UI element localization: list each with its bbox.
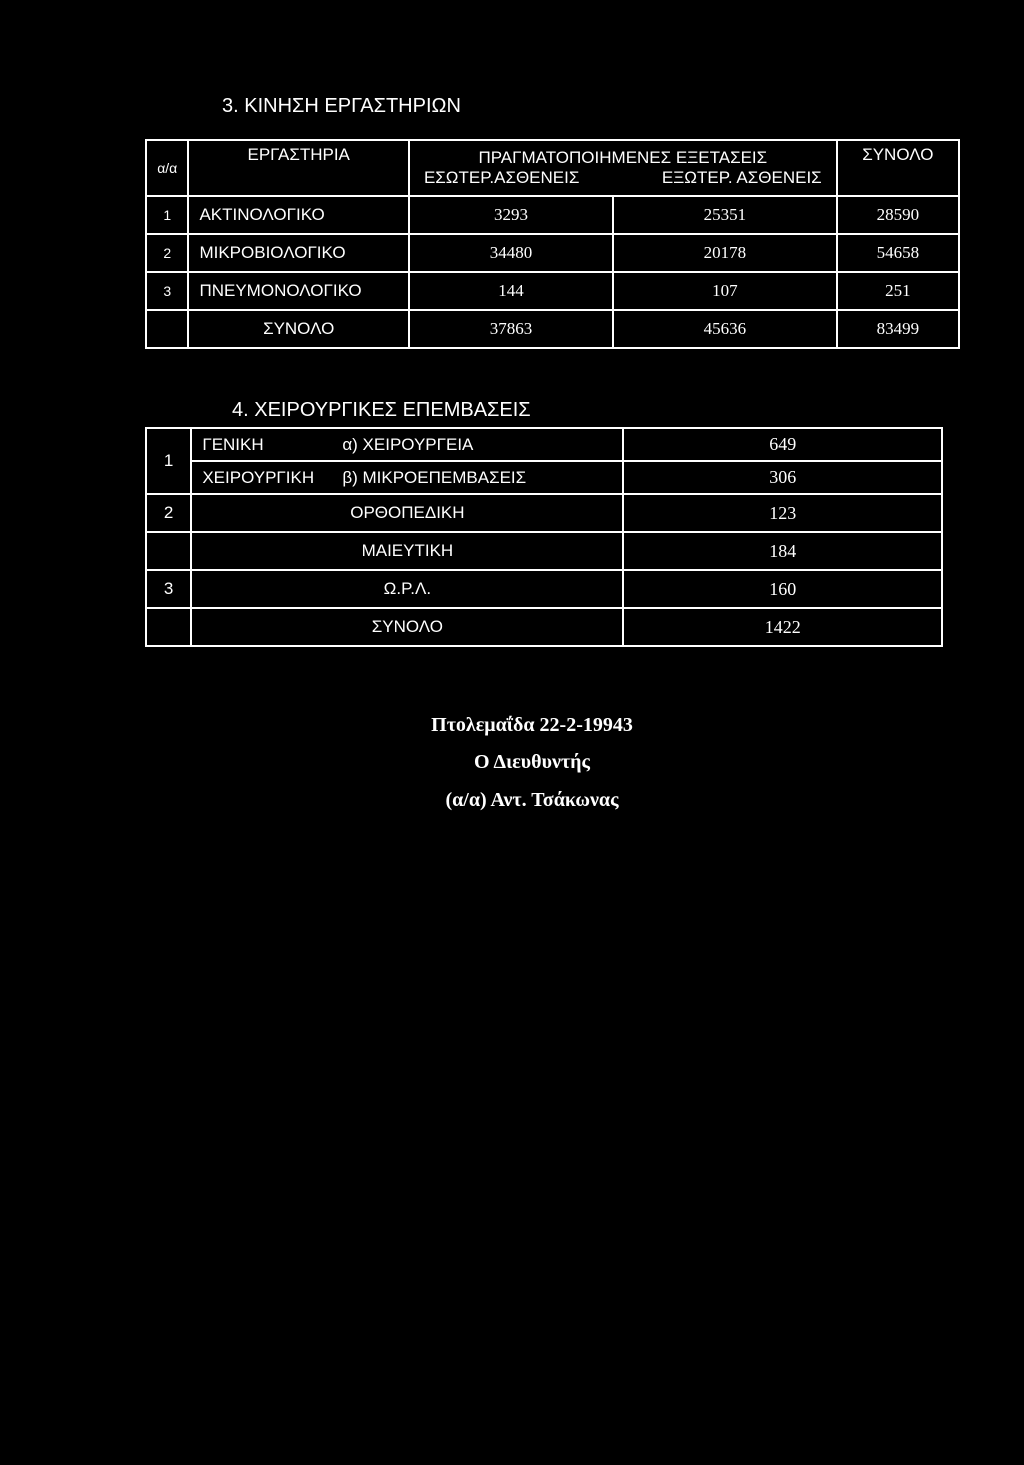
outpatients-value: 107 [613, 272, 837, 310]
header-patient-split [410, 168, 836, 188]
totals-number-cell [146, 608, 191, 646]
table-row [146, 494, 942, 532]
row-number [146, 532, 191, 570]
table-row [146, 196, 959, 234]
surgery-value: 649 [623, 428, 942, 461]
row-total-value: 54658 [837, 234, 959, 272]
general-surgery-row-a [146, 428, 942, 461]
general-surgery-row-b [146, 461, 942, 494]
laboratory-activity-table [145, 139, 960, 349]
totals-inpatients: 37863 [409, 310, 613, 348]
lab-name: ΠΝΕΥΜΟΝΟΛΟΓΙΚΟ [188, 272, 408, 310]
header-outpatients: ΕΞΩΤΕΡ. ΑΣΘΕΝΕΙΣ [661, 168, 822, 187]
inpatients-value: 144 [409, 272, 613, 310]
row-number: 1 [146, 196, 188, 234]
totals-outpatients: 45636 [613, 310, 837, 348]
table-header-row [146, 140, 959, 196]
outpatients-value: 25351 [613, 196, 837, 234]
row-total-value: 28590 [837, 196, 959, 234]
row-total-value: 251 [837, 272, 959, 310]
header-performed-label: ΠΡΑΓΜΑΤΟΠΟΙΗΜΕΝΕΣ ΕΞΕΤΑΣΕΙΣ [478, 148, 768, 167]
signature-role: Ο Διευθυντής [474, 751, 590, 773]
lab-name: ΜΙΚΡΟΒΙΟΛΟΓΙΚΟ [188, 234, 408, 272]
totals-row [146, 608, 942, 646]
signature-name: (α/α) Αντ. Τσάκωνας [445, 789, 619, 811]
lab-name: ΑΚΤΙΝΟΛΟΓΙΚΟ [188, 196, 408, 234]
row-number: 3 [146, 272, 188, 310]
inpatients-value: 34480 [409, 234, 613, 272]
header-inpatients: ΕΣΩΤΕΡ.ΑΣΘΕΝΕΙΣ [423, 168, 580, 187]
general-label: ΓΕΝΙΚΗ [202, 434, 264, 454]
general-line-1 [191, 428, 623, 461]
surgery-subtype-b: β) ΜΙΚΡΟΕΠΕΜΒΑΣΕΙΣ [342, 467, 527, 487]
section-4-heading: 4. ΧΕΙΡΟΥΡΓΙΚΕΣ ΕΠΕΜΒΑΣΕΙΣ [232, 399, 531, 421]
surgical-label: ΧΕΙΡΟΥΡΓΙΚΗ [202, 467, 315, 487]
totals-row [146, 310, 959, 348]
row-number: 2 [146, 234, 188, 272]
grand-total: 83499 [837, 310, 959, 348]
row-number: 3 [146, 570, 191, 608]
totals-label: ΣΥΝΟΛΟ [188, 310, 408, 348]
specialty-label: ΜΑΙΕΥΤΙΚΗ [191, 532, 623, 570]
header-total: ΣΥΝΟΛΟ [837, 140, 959, 196]
row-number: 2 [146, 494, 191, 532]
signature-place-date: Πτολεμαΐδα 22-2-19943 [431, 714, 633, 736]
inpatients-value: 3293 [409, 196, 613, 234]
specialty-label: ΟΡΘΟΠΕΔΙΚΗ [191, 494, 623, 532]
header-labs: ΕΡΓΑΣΤΗΡΙΑ [188, 140, 408, 196]
grand-total: 1422 [623, 608, 942, 646]
outpatients-value: 20178 [613, 234, 837, 272]
specialty-value: 123 [623, 494, 942, 532]
surgery-subtype-a: α) ΧΕΙΡΟΥΡΓΕΙΑ [342, 434, 474, 454]
specialty-label: Ω.Ρ.Λ. [191, 570, 623, 608]
table-row [146, 272, 959, 310]
totals-label: ΣΥΝΟΛΟ [191, 608, 623, 646]
general-line-2 [191, 461, 623, 494]
table-row [146, 234, 959, 272]
table-row [146, 570, 942, 608]
header-aa: α/α [146, 140, 188, 196]
header-performed-tests [409, 140, 837, 196]
row-number: 1 [146, 428, 191, 494]
specialty-value: 160 [623, 570, 942, 608]
section-3-heading: 3. ΚΙΝΗΣΗ ΕΡΓΑΣΤΗΡΙΩΝ [222, 95, 461, 117]
minor-procedures-value: 306 [623, 461, 942, 494]
surgical-procedures-table [145, 427, 943, 647]
specialty-value: 184 [623, 532, 942, 570]
totals-number-cell [146, 310, 188, 348]
table-row [146, 532, 942, 570]
